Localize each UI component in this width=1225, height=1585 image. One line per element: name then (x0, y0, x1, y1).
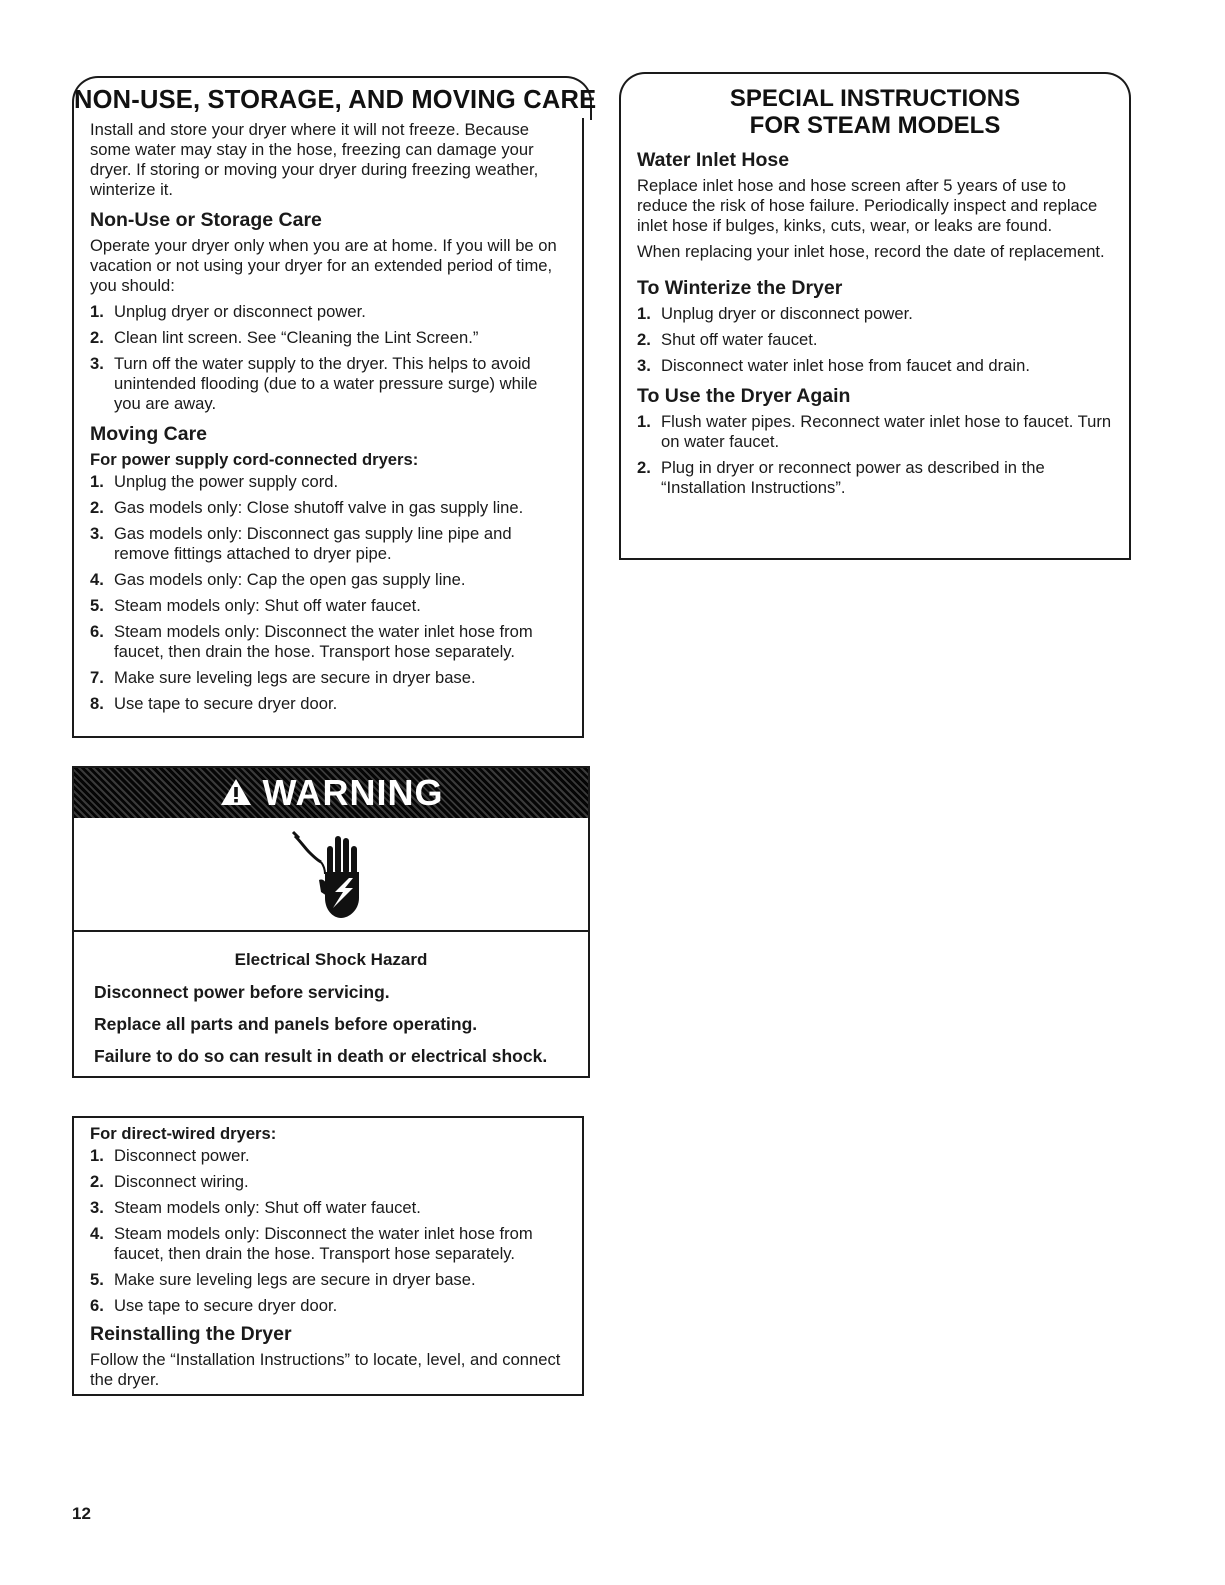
winterize-steps (637, 304, 1115, 376)
steam-section (619, 142, 1131, 560)
list-item: 2. Plug in dryer or reconnect power as described in the “Installation Instructions”. (637, 458, 1045, 497)
storage-steps (90, 302, 568, 414)
list-item: 3. Disconnect water inlet hose from faucet and drain. (637, 356, 1030, 375)
section-title-steam (619, 72, 1131, 144)
hose-heading: Water Inlet Hose (637, 149, 790, 171)
direct-steps (90, 1146, 568, 1316)
hazard-image-area (74, 818, 588, 932)
storage-intro: Operate your dryer only when you are at home. If you will be on vacation or not using your dryer for an extended period of time, you should: (90, 236, 557, 295)
direct-heading: For direct-wired dryers: (90, 1124, 277, 1143)
hose-paragraph: Replace inlet hose and hose screen after 5 years of use to reduce the risk of hose failure. Periodically inspect and replace inlet hose if bulges, kinks, cuts, wear, or leaks are found. (637, 176, 1098, 235)
warning-header (74, 768, 588, 818)
winterize-heading: To Winterize the Dryer (637, 277, 843, 299)
list-item: 2. Shut off water faucet. (637, 330, 818, 349)
list-item: 1. Unplug the power supply cord. (90, 472, 339, 491)
list-item: 2. Disconnect wiring. (90, 1172, 249, 1191)
hose-paragraph: When replacing your inlet hose, record the date of replacement. (637, 242, 1105, 261)
list-item: 4. Gas models only: Cap the open gas supply line. (90, 570, 466, 589)
cord-heading: For power supply cord-connected dryers: (90, 450, 419, 469)
list-item: 8. Use tape to secure dryer door. (90, 694, 338, 713)
list-item: 1. Unplug dryer or disconnect power. (90, 302, 366, 321)
list-item: 3. Gas models only: Disconnect gas supply line pipe and remove fittings attached to dryer pipe. (90, 524, 512, 563)
warning-line: Replace all parts and panels before operating. (94, 1014, 478, 1034)
hazard-title: Electrical Shock Hazard (234, 950, 428, 969)
list-item: 1. Unplug dryer or disconnect power. (637, 304, 913, 323)
storage-heading: Non-Use or Storage Care (90, 209, 322, 231)
warning-line: Disconnect power before servicing. (94, 982, 390, 1002)
warning-label: WARNING (262, 772, 444, 813)
warning-box (72, 766, 590, 1078)
cord-steps (90, 472, 568, 714)
list-item: 1. Disconnect power. (90, 1146, 250, 1165)
direct-wired-section (72, 1116, 584, 1396)
alert-triangle-icon (219, 774, 253, 816)
warning-line: Failure to do so can result in death or electrical shock. (94, 1046, 548, 1066)
moving-heading: Moving Care (90, 423, 208, 445)
electrical-shock-hand-icon (291, 822, 371, 927)
list-item: 7. Make sure leveling legs are secure in dryer base. (90, 668, 476, 687)
list-item: 6. Use tape to secure dryer door. (90, 1296, 338, 1315)
list-item: 2. Gas models only: Close shutoff valve in gas supply line. (90, 498, 524, 517)
list-item: 1. Flush water pipes. Reconnect water inlet hose to faucet. Turn on water faucet. (637, 412, 1112, 451)
reinstall-paragraph: Follow the “Installation Instructions” to locate, level, and connect the dryer. (90, 1350, 561, 1389)
again-heading: To Use the Dryer Again (637, 385, 851, 407)
warning-text (74, 932, 588, 1066)
reinstall-heading: Reinstalling the Dryer (90, 1323, 292, 1345)
again-steps (637, 412, 1115, 498)
page-number: 12 (72, 1504, 91, 1523)
list-item: 5. Make sure leveling legs are secure in dryer base. (90, 1270, 476, 1289)
non-use-section (72, 118, 584, 738)
list-item: 3. Steam models only: Shut off water faucet. (90, 1198, 421, 1217)
list-item: 3. Turn off the water supply to the dryer. This helps to avoid unintended flooding (due to a water pressure surge) while you are away. (90, 354, 538, 413)
list-item: 6. Steam models only: Disconnect the water inlet hose from faucet, then drain the hose. Transport hose separately. (90, 622, 533, 661)
steam-title-line: FOR STEAM MODELS (749, 112, 1001, 139)
list-item: 4. Steam models only: Disconnect the water inlet hose from faucet, then drain the hose. Transport hose separately. (90, 1224, 533, 1263)
steam-title-line: SPECIAL INSTRUCTIONS (729, 85, 1021, 112)
list-item: 5. Steam models only: Shut off water faucet. (90, 596, 421, 615)
section-title-non-use: NON-USE, STORAGE, AND MOVING CARE (72, 76, 592, 120)
intro-paragraph: Install and store your dryer where it will not freeze. Because some water may stay in the hose, freezing can damage your dryer. If storing or moving your dryer during freezing weather, winterize it. (90, 120, 539, 199)
list-item: 2. Clean lint screen. See “Cleaning the Lint Screen.” (90, 328, 479, 347)
